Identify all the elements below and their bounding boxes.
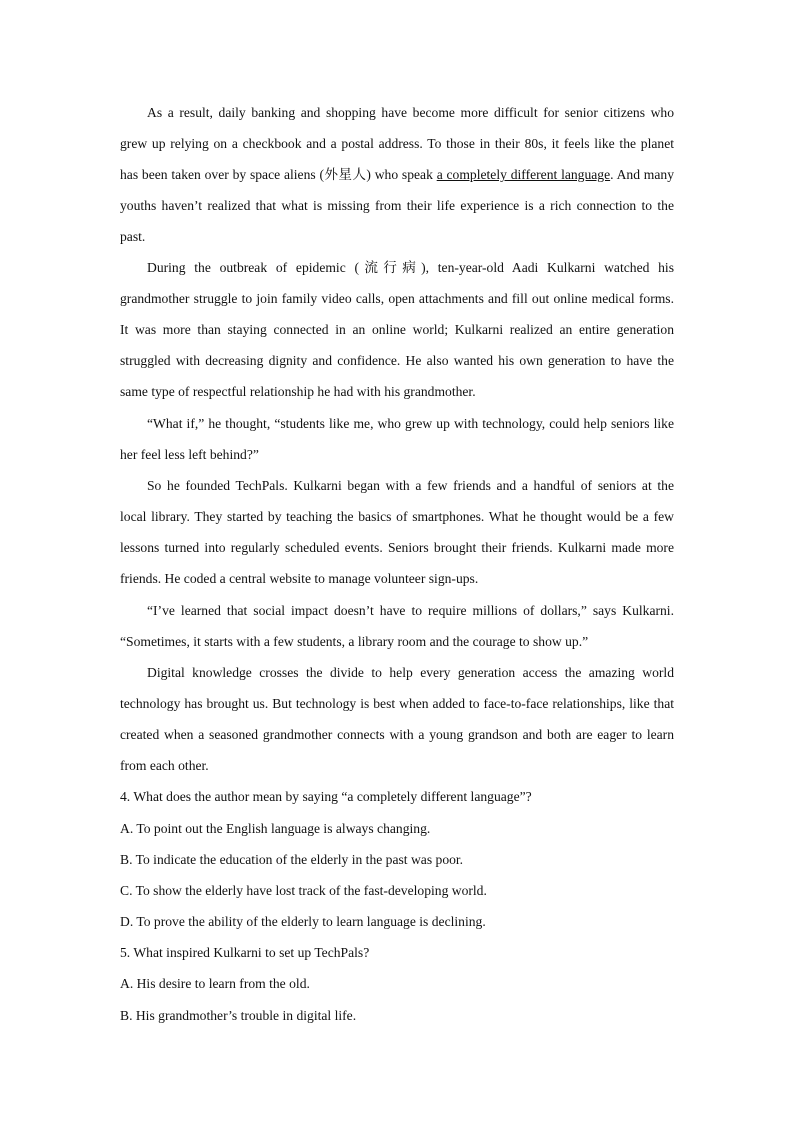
question-5-option-b: B. His grandmother’s trouble in digital life. bbox=[120, 1008, 357, 1023]
question-5-stem: 5. What inspired Kulkarni to set up TechPals? bbox=[120, 945, 370, 960]
paragraph-1-line-3-text-c: . And many bbox=[610, 167, 675, 182]
paragraph-2-line-5: same type of respectful relationship he had with his grandmother. bbox=[120, 384, 476, 399]
paragraph-4-line-1: So he founded TechPals. Kulkarni began with a few friends and a handful of seniors at the bbox=[147, 478, 674, 493]
paragraph-5-line-2: “Sometimes, it starts with a few students, a library room and the courage to show up.” bbox=[120, 634, 589, 649]
paragraph-2-line-1: During the outbreak of epidemic (流行病), ten-year-old Aadi Kulkarni watched his bbox=[147, 260, 674, 275]
question-5-option-a: A. His desire to learn from the old. bbox=[120, 976, 310, 991]
question-4-option-c: C. To show the elderly have lost track of the fast-developing world. bbox=[120, 883, 487, 898]
paragraph-5-line-1: “I’ve learned that social impact doesn’t have to require millions of dollars,” says Kulkarni. bbox=[147, 603, 674, 618]
paragraph-1-line-1: As a result, daily banking and shopping have become more difficult for senior citizens who bbox=[147, 105, 674, 120]
question-4-option-a: A. To point out the English language is always changing. bbox=[120, 821, 431, 836]
paragraph-6-line-2: technology has brought us. But technology is best when added to face-to-face relationships, like that bbox=[120, 696, 674, 711]
paragraph-1-line-2: grew up relying on a checkbook and a postal address. To those in their 80s, it feels like the planet bbox=[120, 136, 674, 151]
paragraph-4-line-2: local library. They started by teaching the basics of smartphones. What he thought would be a few bbox=[120, 509, 674, 524]
paragraph-1-line-3 bbox=[120, 159, 674, 190]
underlined-phrase: a completely different language bbox=[436, 167, 611, 182]
paragraph-3-line-1: “What if,” he thought, “students like me, who grew up with technology, could help seniors like bbox=[147, 416, 674, 431]
paragraph-2-line-3: It was more than staying connected in an online world; Kulkarni realized an entire generation bbox=[120, 322, 674, 337]
question-4-option-b: B. To indicate the education of the elderly in the past was poor. bbox=[120, 852, 464, 867]
paragraph-3-line-2: her feel less left behind?” bbox=[120, 447, 259, 462]
question-4-stem: 4. What does the author mean by saying “a completely different language”? bbox=[120, 789, 532, 804]
paragraph-4-line-4: friends. He coded a central website to manage volunteer sign-ups. bbox=[120, 571, 479, 586]
question-4-option-d: D. To prove the ability of the elderly to learn language is declining. bbox=[120, 914, 486, 929]
paragraph-6-line-3: created when a seasoned grandmother connects with a young grandson and both are eager to learn bbox=[120, 727, 674, 742]
paragraph-6-line-4: from each other. bbox=[120, 758, 209, 773]
paragraph-4-line-3: lessons turned into regularly scheduled events. Seniors brought their friends. Kulkarni made more bbox=[120, 540, 674, 555]
paragraph-1-line-4: youths haven’t realized that what is missing from their life experience is a rich connection to the bbox=[120, 198, 674, 213]
paragraph-2-line-4: struggled with decreasing dignity and confidence. He also wanted his own generation to have the bbox=[120, 353, 674, 368]
paragraph-1-line-5: past. bbox=[120, 229, 146, 244]
paragraph-6-line-1: Digital knowledge crosses the divide to help every generation access the amazing world bbox=[147, 665, 674, 680]
paragraph-2-line-2: grandmother struggle to join family video calls, open attachments and fill out online medical forms. bbox=[120, 291, 674, 306]
paragraph-1-line-3-text-a: has been taken over by space aliens (外星人) who speak bbox=[120, 167, 437, 182]
